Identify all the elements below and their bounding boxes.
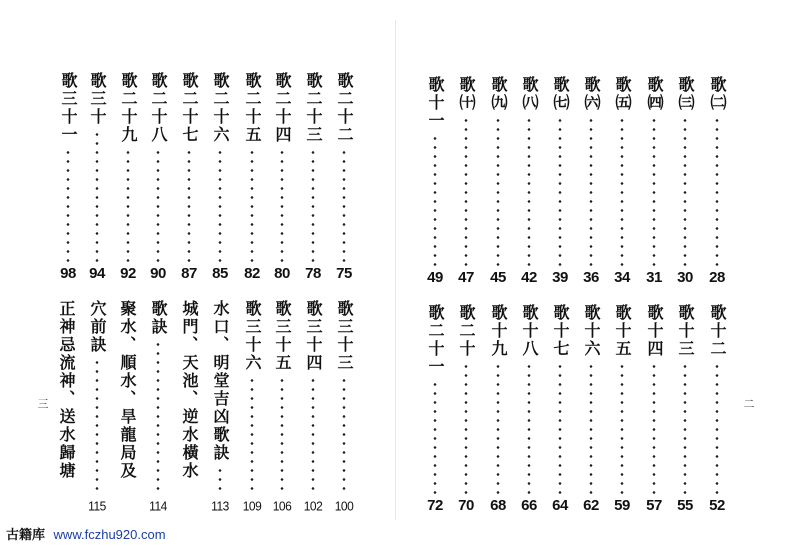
leader-dots (464, 116, 468, 266)
leader-dots (558, 116, 562, 266)
leader-dots (66, 148, 70, 262)
leader-dots (589, 362, 593, 494)
toc-entry-title: 穴前訣 (88, 300, 107, 354)
toc-entry-page: 59 (614, 497, 630, 514)
leader-dots (280, 376, 284, 494)
toc-entry-title: 歌二十八 (149, 72, 168, 144)
toc-entry (332, 300, 356, 514)
toc-entry-title: 歌㈤ (613, 76, 632, 112)
toc-entry (146, 72, 170, 282)
toc-entry-page: 36 (583, 269, 599, 286)
toc-entry (56, 72, 80, 282)
toc-entry-page: 34 (614, 269, 630, 286)
leader-dots (126, 148, 130, 262)
toc-entry (454, 76, 478, 286)
toc-entry-page: 98 (60, 265, 76, 282)
leader-dots (683, 116, 687, 266)
leader-dots (496, 362, 500, 494)
toc-entry-page: 113 (211, 498, 229, 514)
toc-entry (486, 304, 510, 514)
toc-entry-title: 正神忌流神、送水歸塘 (57, 300, 76, 480)
toc-entry-page: 42 (521, 269, 537, 286)
toc-entry (454, 304, 478, 514)
leader-dots (715, 362, 719, 494)
toc-entry-page: 70 (458, 497, 474, 514)
leader-dots (683, 362, 687, 494)
toc-entry-page: 115 (88, 498, 106, 514)
toc-entry-page: 57 (646, 497, 662, 514)
site-name: 古籍库 (6, 528, 46, 543)
toc-entry (673, 76, 697, 286)
toc-entry (423, 76, 447, 286)
toc-entry (270, 72, 294, 282)
leader-dots (589, 116, 593, 266)
leader-dots (250, 148, 254, 262)
toc-entry-title: 水口、明堂吉凶歌訣 (211, 300, 230, 462)
toc-entry-page: 72 (427, 497, 443, 514)
leader-dots (558, 362, 562, 494)
toc-entry (116, 72, 140, 282)
toc-entry (548, 76, 572, 286)
toc-entry (177, 300, 201, 514)
toc-entry (332, 72, 356, 282)
toc-entry-title: 歌十二 (708, 304, 727, 358)
toc-entry-page: 92 (120, 265, 136, 282)
toc-entry (705, 76, 729, 286)
toc-entry-title: 歌㈦ (551, 76, 570, 112)
leader-dots (652, 362, 656, 494)
toc-entry-title: 歌二十 (457, 304, 476, 358)
leader-dots (218, 466, 222, 494)
toc-entry (642, 76, 666, 286)
leader-dots (311, 148, 315, 262)
toc-entry-page: 30 (677, 269, 693, 286)
leader-dots (280, 148, 284, 262)
leader-dots (95, 358, 99, 494)
toc-entry-page: 68 (490, 497, 506, 514)
toc-entry-title: 歌二十四 (273, 72, 292, 144)
toc-entry-page: 85 (212, 265, 228, 282)
leader-dots (250, 376, 254, 494)
toc-entry-page: 28 (709, 269, 725, 286)
toc-entry (301, 300, 325, 514)
left-page-number: 三 (36, 398, 49, 409)
toc-entry-page: 114 (149, 498, 167, 514)
toc-entry (270, 300, 294, 514)
toc-entry-page: 39 (552, 269, 568, 286)
toc-entry-title: 歌訣 (149, 300, 168, 336)
toc-entry-title: 歌十三 (676, 304, 695, 358)
leader-dots (527, 116, 531, 266)
toc-entry-page: 47 (458, 269, 474, 286)
toc-entry (486, 76, 510, 286)
leader-dots (433, 134, 437, 266)
toc-entry (705, 304, 729, 514)
toc-entry-page: 55 (677, 497, 693, 514)
toc-entry-title: 歌二十三 (304, 72, 323, 144)
toc-entry (240, 72, 264, 282)
toc-entry (85, 72, 109, 282)
toc-entry-title: 歌三十 (88, 72, 107, 126)
book-gutter (395, 20, 396, 520)
toc-entry-title: 歌㈣ (645, 76, 664, 112)
toc-entry (208, 300, 232, 514)
leader-dots (433, 380, 437, 494)
toc-entry (673, 304, 697, 514)
toc-entry-page: 78 (305, 265, 321, 282)
toc-entry-title: 歌二十二 (335, 72, 354, 144)
toc-entry-page: 75 (336, 265, 352, 282)
toc-entry (548, 304, 572, 514)
toc-entry (240, 300, 264, 514)
leader-dots (527, 362, 531, 494)
leader-dots (464, 362, 468, 494)
toc-entry (177, 72, 201, 282)
leader-dots (342, 376, 346, 494)
toc-entry-page: 102 (303, 498, 323, 514)
toc-entry-title: 歌三十三 (335, 300, 354, 372)
toc-entry-title: 歌十四 (645, 304, 664, 358)
toc-entry-title: 歌十八 (520, 304, 539, 358)
right-page-number: 二 (742, 398, 755, 409)
leader-dots (496, 116, 500, 266)
toc-entry-title: 歌十九 (489, 304, 508, 358)
leader-dots (620, 116, 624, 266)
toc-entry-page: 49 (427, 269, 443, 286)
toc-entry-page: 31 (646, 269, 662, 286)
toc-entry-title: 歌十五 (613, 304, 632, 358)
site-url: www.fczhu920.com (53, 527, 166, 542)
toc-entry-page: 94 (89, 265, 105, 282)
leader-dots (95, 130, 99, 262)
toc-entry-title: 歌三十六 (243, 300, 262, 372)
toc-entry-page: 109 (242, 498, 262, 514)
toc-entry-title: 歌三十五 (273, 300, 292, 372)
toc-entry-page: 80 (274, 265, 290, 282)
site-watermark (6, 524, 166, 543)
toc-entry (146, 300, 170, 514)
toc-entry (517, 304, 541, 514)
toc-entry-title: 歌㈩ (457, 76, 476, 112)
leader-dots (715, 116, 719, 266)
toc-entry-title: 歌二十一 (426, 304, 445, 376)
toc-entry (208, 72, 232, 282)
toc-entry-title: 歌二十七 (180, 72, 199, 144)
toc-entry-title: 歌㈧ (520, 76, 539, 112)
toc-entry (610, 76, 634, 286)
toc-entry-page: 62 (583, 497, 599, 514)
toc-entry (579, 304, 603, 514)
toc-entry-page: 100 (334, 498, 354, 514)
leader-dots (311, 376, 315, 494)
toc-entry-title: 聚水、順水、旱龍局及 (118, 300, 137, 480)
toc-entry (642, 304, 666, 514)
leader-dots (342, 148, 346, 262)
toc-entry (517, 76, 541, 286)
toc-entry-title: 歌㈨ (489, 76, 508, 112)
toc-entry-title: 歌二十五 (243, 72, 262, 144)
toc-entry-page: 52 (709, 497, 725, 514)
toc-entry-page: 64 (552, 497, 568, 514)
leader-dots (218, 148, 222, 262)
toc-entry (115, 300, 139, 514)
toc-entry (301, 72, 325, 282)
toc-entry-page: 82 (244, 265, 260, 282)
toc-entry-page: 106 (272, 498, 292, 514)
toc-entry (54, 300, 78, 514)
toc-entry-title: 歌三十四 (304, 300, 323, 372)
toc-entry (579, 76, 603, 286)
toc-entry-title: 歌㈥ (582, 76, 601, 112)
toc-entry-title: 歌二十六 (211, 72, 230, 144)
toc-entry-title: 城門、天池、逆水橫水 (180, 300, 199, 480)
leader-dots (620, 362, 624, 494)
toc-entry (423, 304, 447, 514)
toc-entry-title: 歌十六 (582, 304, 601, 358)
toc-entry (85, 300, 109, 514)
toc-entry-title: 歌十七 (551, 304, 570, 358)
leader-dots (187, 148, 191, 262)
toc-entry-title: 歌二十九 (119, 72, 138, 144)
toc-entry (610, 304, 634, 514)
toc-entry-page: 90 (150, 265, 166, 282)
toc-entry-title: 歌㈢ (676, 76, 695, 112)
leader-dots (156, 340, 160, 494)
leader-dots (652, 116, 656, 266)
toc-entry-title: 歌三十一 (59, 72, 78, 144)
toc-entry-title: 歌十一 (426, 76, 445, 130)
toc-entry-page: 87 (181, 265, 197, 282)
toc-entry-page: 66 (521, 497, 537, 514)
toc-entry-page: 45 (490, 269, 506, 286)
toc-entry-title: 歌㈡ (708, 76, 727, 112)
leader-dots (156, 148, 160, 262)
